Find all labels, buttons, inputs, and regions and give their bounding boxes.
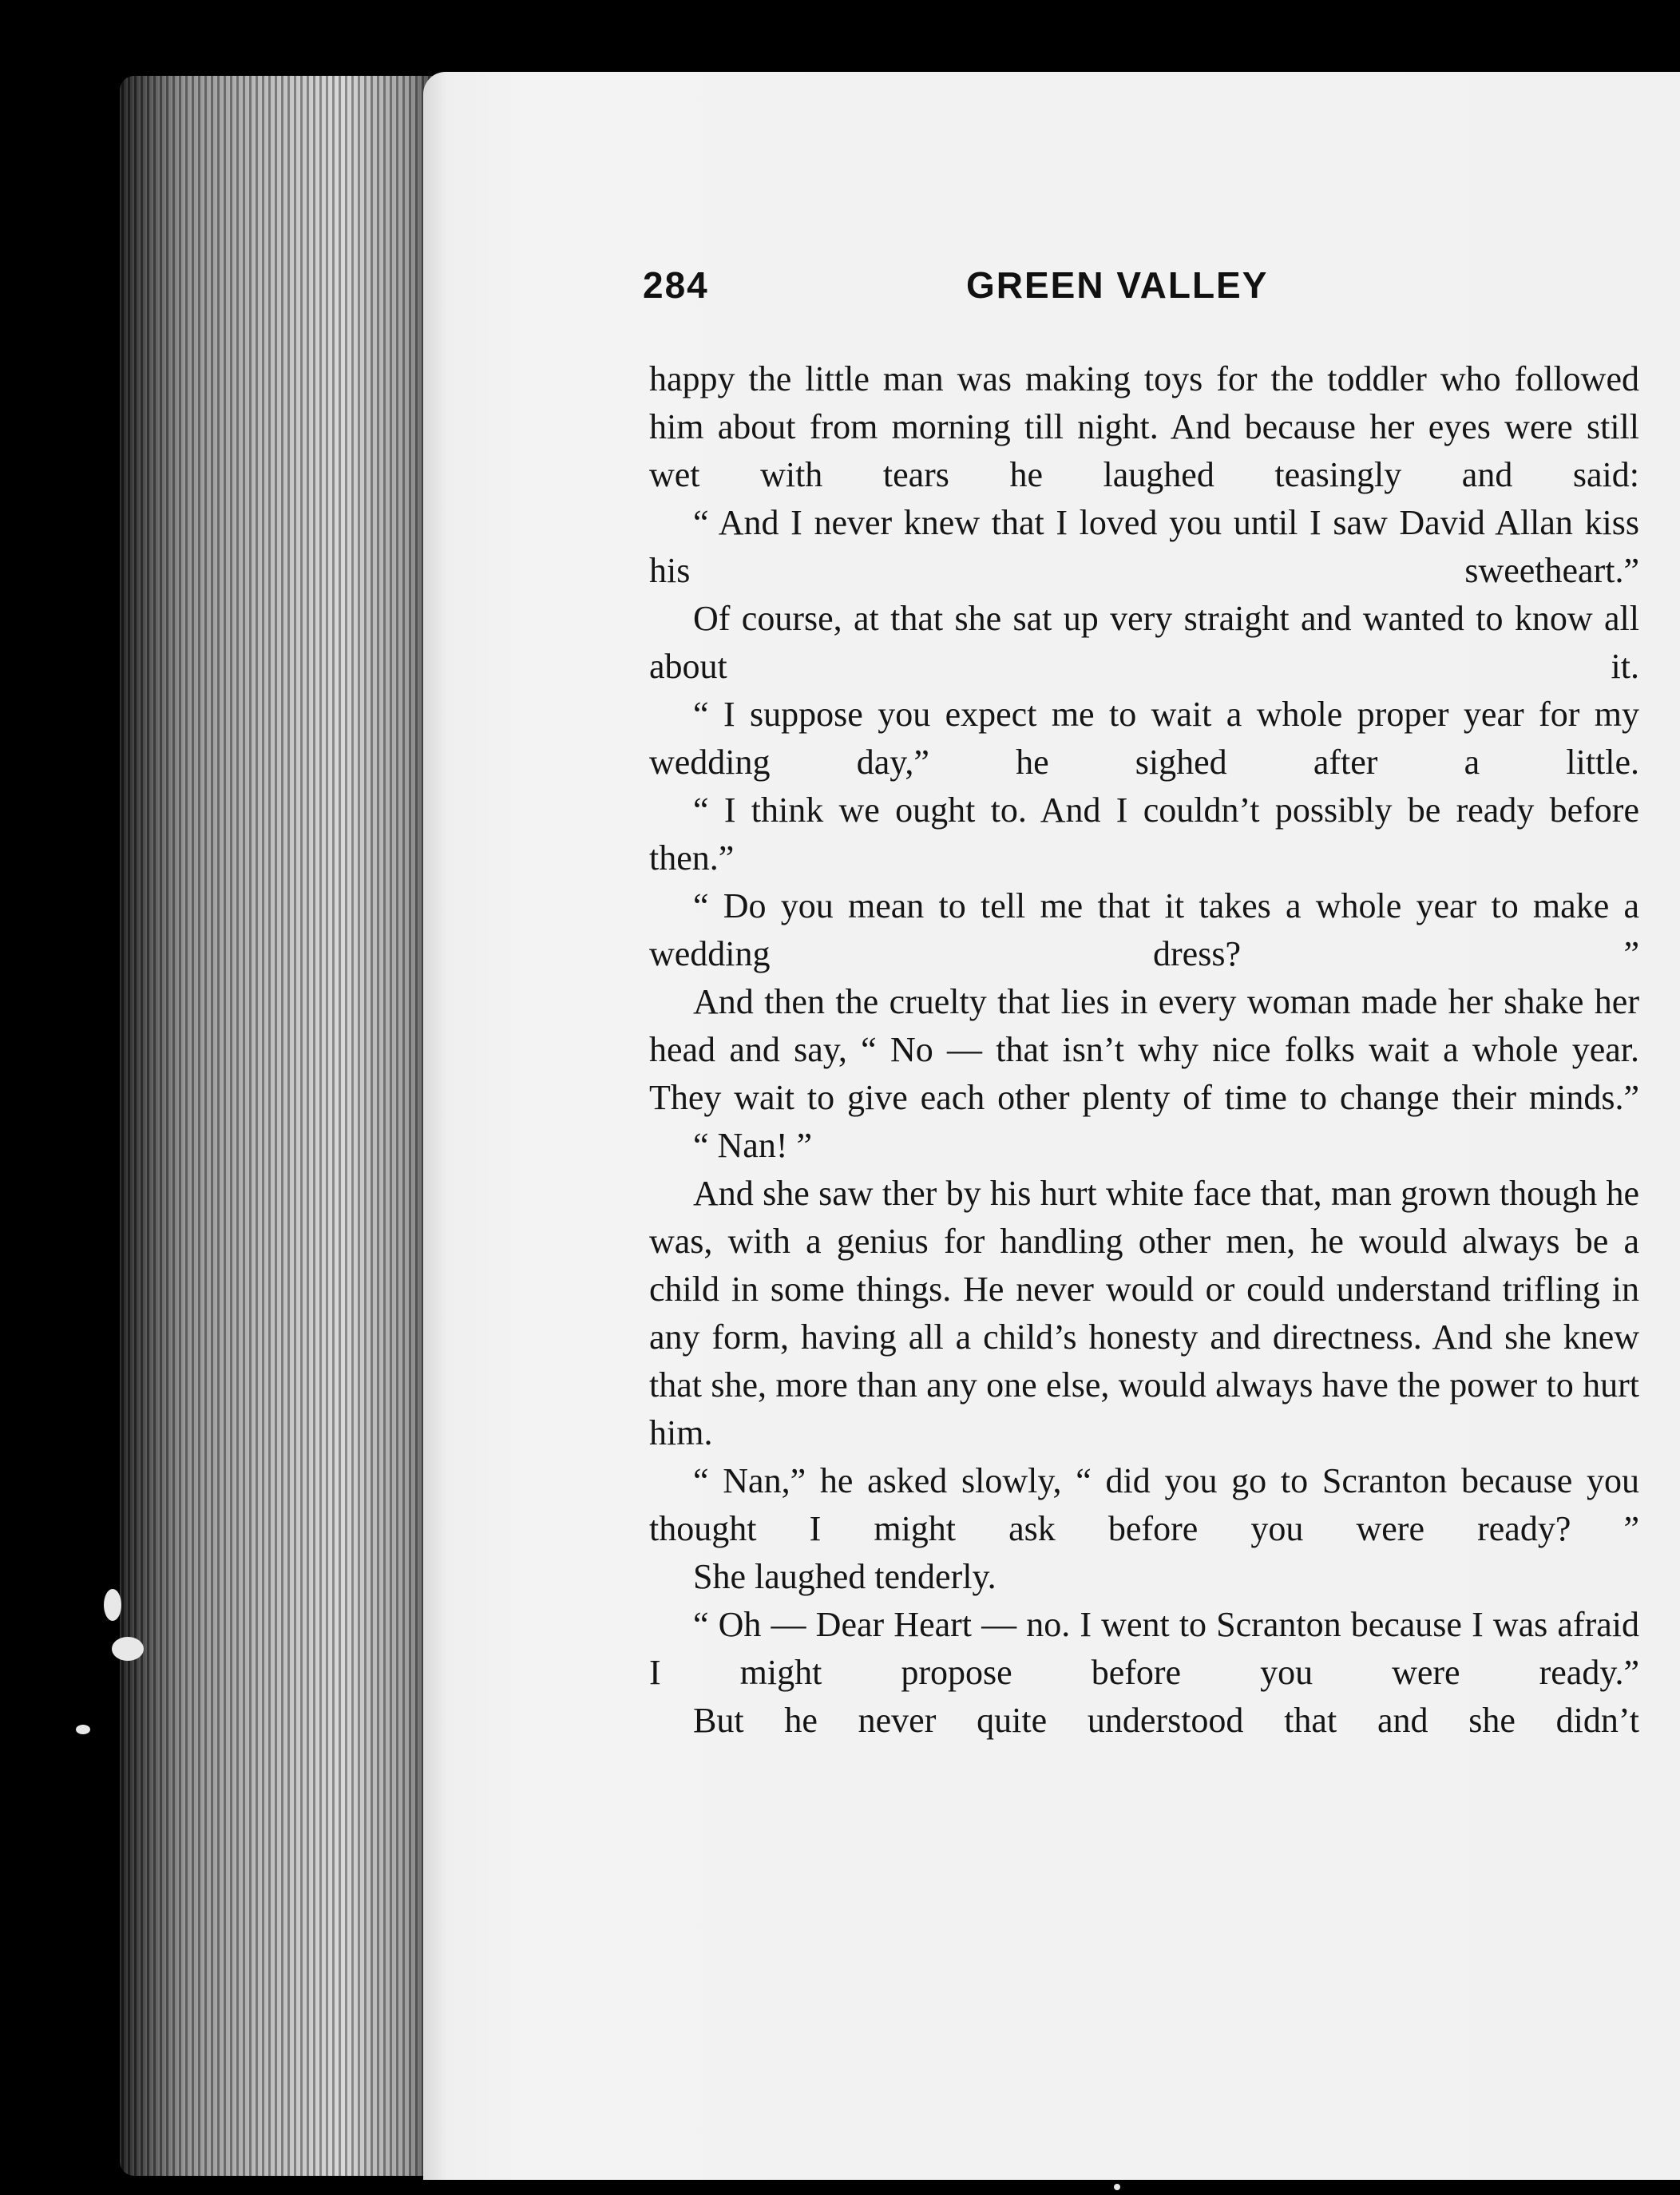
body-text	[649, 355, 1639, 1745]
book-page-edges	[120, 76, 439, 2176]
paragraph: She laughed tenderly.	[693, 1557, 997, 1596]
running-head	[643, 263, 1321, 319]
paragraph: “ Nan,” he asked slowly, “ did you go to Scranton because you thought I might ask before you were ready? ”	[649, 1461, 1639, 1548]
scan-speck	[112, 1637, 144, 1661]
book-title: GREEN VALLEY	[966, 264, 1269, 306]
scan-speck	[104, 1589, 121, 1621]
paragraph: And then the cruelty that lies in every woman made her shake her head and say, “ No — that isn’t why nice folks wait a whole year. They wait to give each other plenty of time to change their minds.”	[649, 982, 1639, 1117]
paragraph: happy the little man was making toys for the toddler who followed him about from morning till night. And because her eyes were still wet with tears he laughed teasingly and said:	[649, 359, 1639, 494]
paragraph: But he never quite understood that and she didn’t	[693, 1701, 1639, 1740]
scan-speck	[1114, 2184, 1120, 2190]
paragraph: “ Oh — Dear Heart — no. I went to Scranton because I was afraid I might propose before you were ready.”	[649, 1605, 1639, 1692]
paragraph: Of course, at that she sat up very straight and wanted to know all about it.	[649, 599, 1639, 686]
paragraph: And she saw ther by his hurt white face that, man grown though he was, with a genius for handling other men, he would always be a child in some things. He never would or could understand trifling in any form, having all a child’s honesty and directness. And she knew that she, more than any one else, would always have the power to hurt him.	[649, 1174, 1639, 1452]
paragraph: “ I suppose you expect me to wait a whole proper year for my wedding day,” he sighed after a little.	[649, 695, 1639, 782]
page-number: 284	[643, 264, 709, 306]
paragraph: “ Nan! ”	[693, 1126, 813, 1165]
scan-speck	[76, 1725, 90, 1734]
paragraph: “ And I never knew that I loved you until I saw David Allan kiss his sweetheart.”	[649, 503, 1639, 590]
paragraph: “ Do you mean to tell me that it takes a whole year to make a wedding dress? ”	[649, 886, 1639, 973]
paragraph: “ I think we ought to. And I couldn’t possibly be ready before then.”	[649, 790, 1639, 878]
